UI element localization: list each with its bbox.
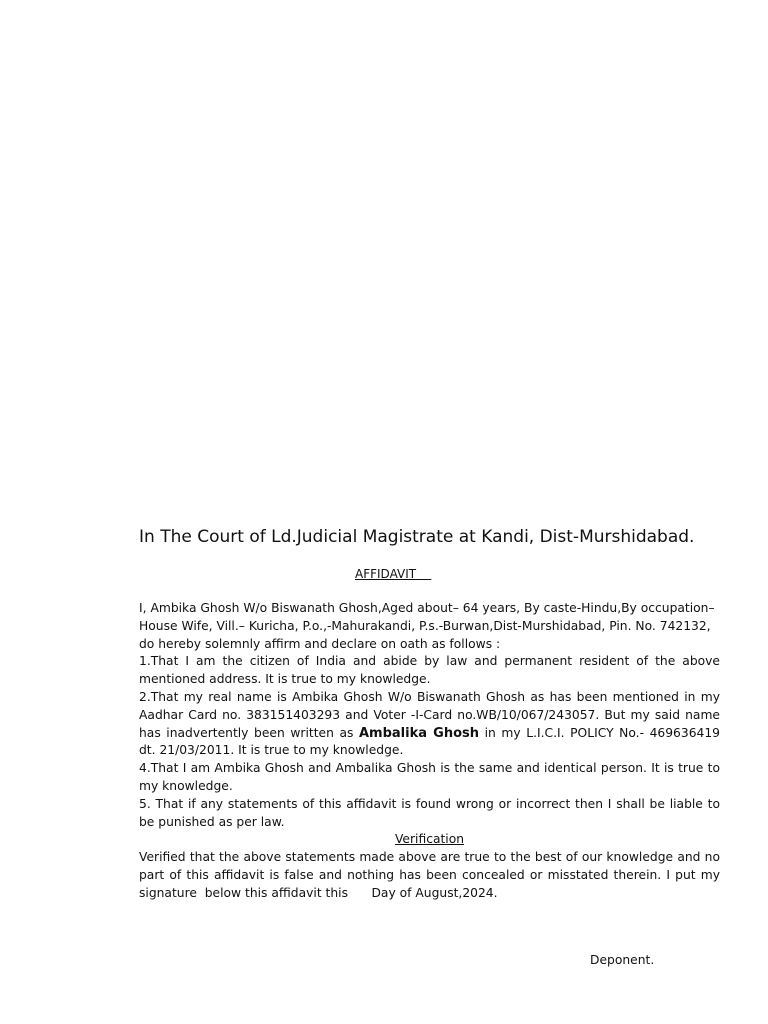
affidavit-body	[139, 600, 724, 903]
emphasized-name: Ambalika Ghosh	[358, 725, 480, 741]
court-title: In The Court of Ld.Judicial Magistrate at Kandi, Dist-Murshidabad.	[139, 527, 695, 547]
paragraph-4: 4.That I am Ambika Ghosh and Ambalika Ghosh is the same and identical person. It is true to my knowledge.	[139, 761, 720, 793]
paragraph-2-text-end: in my L.I.C.I. POLICY No.- 469636419 dt. 21/03/2011. It is true to my knowledge.	[139, 725, 720, 758]
paragraph-2-text-start: 2.That my real name is Ambika Ghosh W/o Biswanath Ghosh as has been mentioned in my Aadhar Card no. 383151403293 and Voter -I-Card no.WB/10/067/243057. But my said name has inadvertently been written as	[139, 689, 720, 740]
deponent-label: Deponent.	[590, 953, 655, 967]
paragraph-5: 5. That if any statements of this affidavit is found wrong or incorrect then I shall be liable to be punished as per law.	[139, 796, 720, 829]
intro-paragraph: I, Ambika Ghosh W/o Biswanath Ghosh,Aged about– 64 years, By caste-Hindu,By occupation– House Wife, Vill.– Kuricha, P.o.,-Mahurakandi, P.s.-Burwan,Dist-Murshidabad, Pin. No. 742132, do hereby solemnly affirm and declare on oath as follows :	[139, 601, 715, 651]
paragraph-1: 1.That I am the citizen of India and abide by law and permanent resident of the above mentioned address. It is true to my knowledge.	[139, 654, 720, 687]
verification-heading: Verification	[394, 832, 465, 847]
paragraph-2	[139, 689, 720, 760]
affidavit-heading: AFFIDAVIT	[355, 567, 432, 581]
verification-paragraph: Verified that the above statements made above are true to the best of our knowledge and no part of this affidavit is false and nothing has been concealed or misstated therein. I put my signature below this affidavit this Day of August,2024.	[139, 850, 724, 900]
